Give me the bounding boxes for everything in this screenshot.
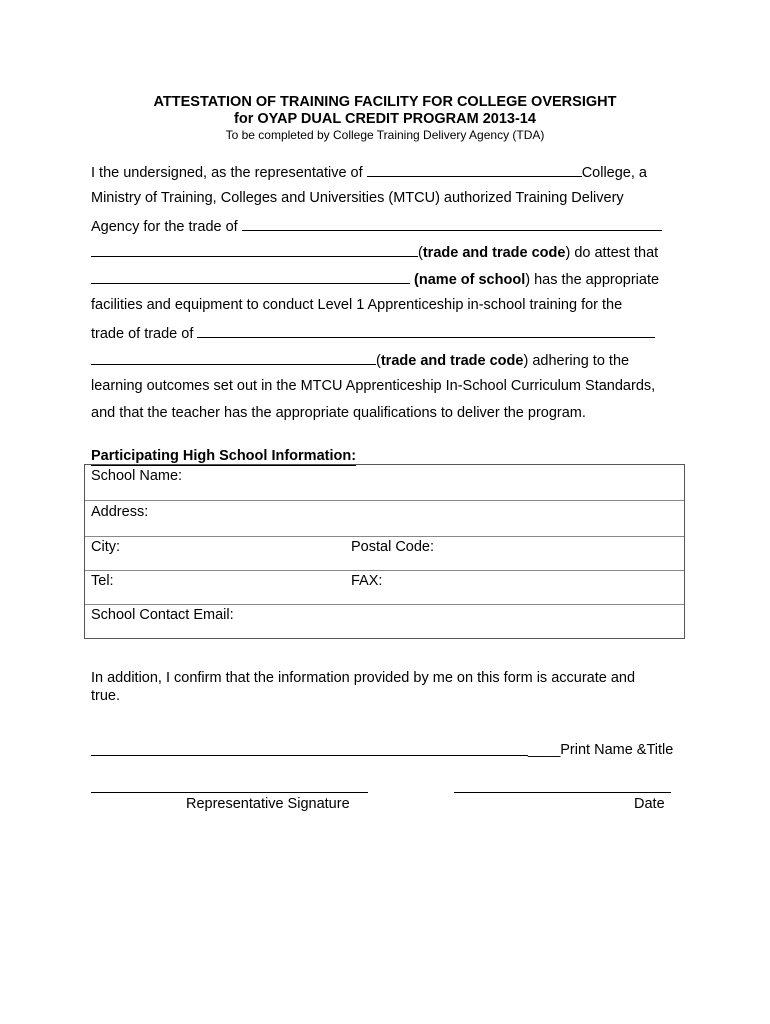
body-line-7-text: trade of trade of — [91, 326, 198, 342]
body-line-10: and that the teacher has the appropriate qualifications to deliver the program. — [91, 405, 586, 421]
date-label: Date — [634, 796, 665, 812]
body-line-1 — [91, 162, 647, 182]
school-info-heading: Participating High School Information: — [91, 448, 357, 464]
body-line-4: (trade and trade code) do attest that — [91, 242, 658, 262]
body-line-5: (name of school) has the appropriate — [91, 269, 659, 289]
body-line-8: (trade and trade code) adhering to the — [91, 350, 629, 370]
email-row[interactable] — [85, 605, 684, 638]
fax-label: FAX: — [351, 573, 383, 589]
school-name-row[interactable] — [85, 465, 684, 501]
school-contact-email-label: School Contact Email: — [91, 607, 234, 623]
trade-code-field-2[interactable] — [91, 350, 376, 365]
school-name-label: School Name: — [91, 468, 183, 484]
trade-field-2[interactable] — [197, 323, 655, 338]
trade-field-1[interactable] — [242, 216, 662, 231]
body-line-3 — [91, 216, 662, 236]
print-name-title-label: ____Print Name &Title — [528, 742, 674, 758]
tel-row[interactable] — [85, 571, 684, 605]
address-label: Address: — [91, 504, 149, 520]
school-info-table — [84, 464, 685, 639]
body-line-3-text: Agency for the trade of — [91, 219, 242, 235]
form-subtitle: To be completed by College Training Delivery Agency (TDA) — [225, 128, 545, 142]
print-name-line[interactable] — [91, 755, 528, 756]
confirmation-line-1: In addition, I confirm that the information provided by me on this form is accurate and — [91, 670, 636, 686]
body-line-1-text: I the undersigned, as the representative of — [91, 165, 367, 181]
body-line-4-end: ) do attest that — [565, 245, 659, 261]
city-label: City: — [91, 539, 120, 555]
representative-signature-label: Representative Signature — [186, 796, 350, 812]
trade-and-trade-code-label-2: trade and trade code — [380, 353, 524, 369]
confirmation-line-2: true. — [91, 688, 121, 704]
body-line-2: Ministry of Training, Colleges and Universities (MTCU) authorized Training Delivery — [91, 190, 624, 206]
trade-and-trade-code-label-1: trade and trade code — [422, 245, 566, 261]
body-line-1-end: College, a — [581, 165, 647, 181]
body-line-6: facilities and equipment to conduct Level 1 Apprenticeship in-school training for the — [91, 297, 623, 313]
trade-code-field-1[interactable] — [91, 242, 418, 257]
form-title-line1: ATTESTATION OF TRAINING FACILITY FOR COLLEGE OVERSIGHT — [153, 94, 617, 110]
college-name-field[interactable] — [367, 162, 582, 177]
tel-label: Tel: — [91, 573, 114, 589]
body-line-5-end: ) has the appropriate — [525, 272, 660, 288]
body-line-9: learning outcomes set out in the MTCU Apprenticeship In-School Curriculum Standards, — [91, 378, 656, 394]
city-row[interactable] — [85, 537, 684, 571]
address-row[interactable] — [85, 501, 684, 537]
school-name-field[interactable] — [91, 269, 410, 284]
body-line-7 — [91, 323, 655, 343]
body-line-8-end: ) adhering to the — [523, 353, 630, 369]
date-line[interactable] — [454, 792, 671, 793]
form-title-line2: for OYAP DUAL CREDIT PROGRAM 2013-14 — [234, 111, 536, 127]
postal-code-label: Postal Code: — [351, 539, 435, 555]
signature-line[interactable] — [91, 792, 368, 793]
name-of-school-label: name of school — [418, 272, 526, 288]
